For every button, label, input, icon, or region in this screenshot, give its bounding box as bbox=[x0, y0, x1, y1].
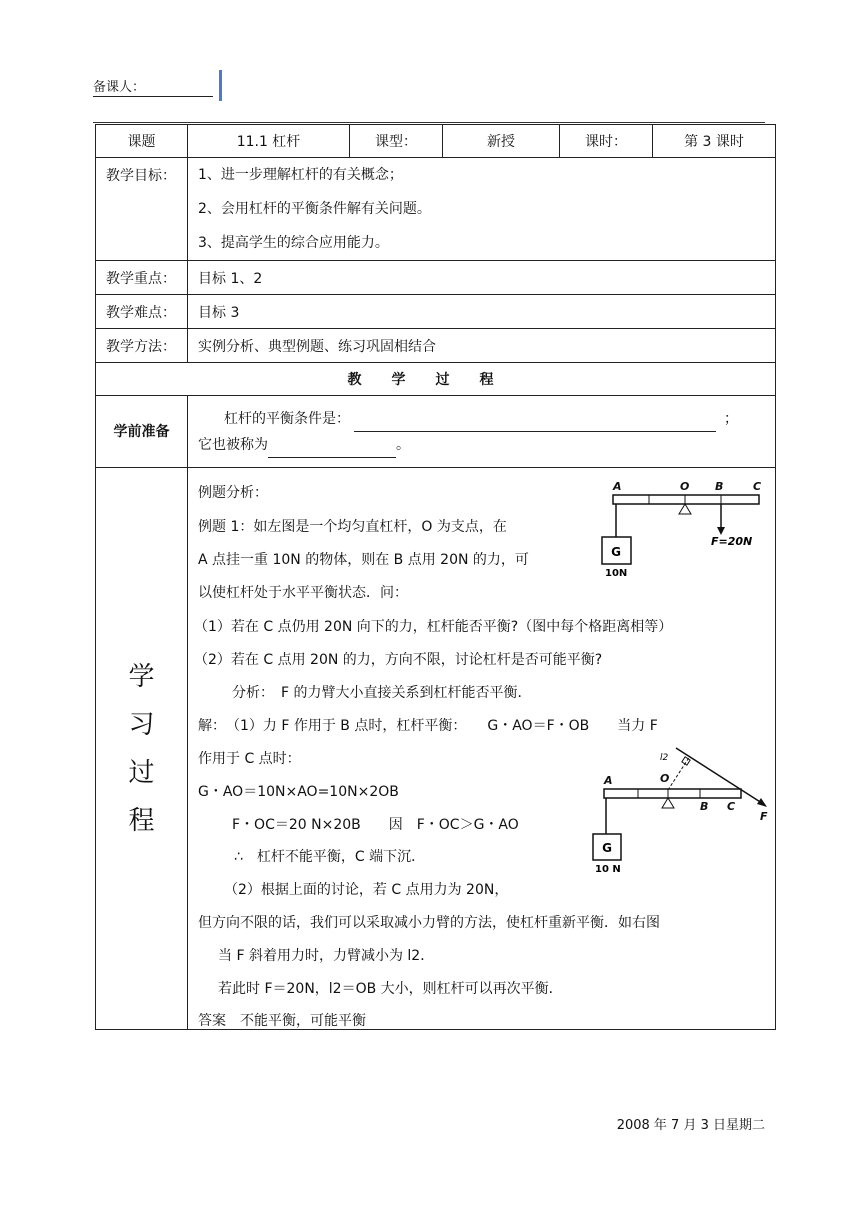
prep-line-2 bbox=[198, 432, 775, 458]
fig2-label-B: B bbox=[700, 800, 709, 813]
prep-line-2-suffix: 。 bbox=[396, 436, 410, 453]
fig2-lever-arm-dashed bbox=[668, 756, 690, 790]
fig1-force-arrow-icon bbox=[717, 527, 725, 535]
difficult-value: 目标 3 bbox=[188, 295, 776, 329]
learning-line: F・OC＝20 N×20B 因 F・OC＞G・AO bbox=[232, 817, 519, 833]
period-value: 第 3 课时 bbox=[653, 125, 776, 158]
prep-label bbox=[96, 396, 188, 468]
prep-content bbox=[188, 396, 776, 468]
period-label: 课时： bbox=[560, 125, 653, 158]
goals-label: 教学目标： bbox=[96, 158, 188, 261]
learning-line: （2）根据上面的讨论，若 C 点用力为 20N， bbox=[224, 882, 509, 898]
difficult-row bbox=[96, 295, 776, 329]
course-row bbox=[96, 125, 776, 158]
fig1-label-O: O bbox=[680, 480, 690, 493]
type-label: 课型： bbox=[350, 125, 443, 158]
fig1-force-label: F=20N bbox=[711, 535, 753, 548]
learning-line: （2）若在 C 点用 20N 的力，方向不限，讨论杠杆是否可能平衡? bbox=[194, 652, 603, 668]
fig2-label-O: O bbox=[660, 772, 670, 785]
goal-item: 3、提高学生的综合应用能力。 bbox=[198, 235, 389, 251]
difficult-label: 教学难点： bbox=[96, 295, 188, 329]
key-value: 目标 1、2 bbox=[188, 261, 776, 295]
learning-line: 作用于 C 点时： bbox=[198, 751, 301, 767]
learning-line: 例题分析： bbox=[198, 485, 268, 501]
lever-figure-2 bbox=[580, 738, 775, 878]
process-title: 教学过程 bbox=[96, 363, 776, 396]
cursor-bar bbox=[219, 70, 222, 101]
goals-list bbox=[188, 158, 776, 261]
process-title-row bbox=[96, 363, 776, 396]
prep-line-1-suffix: ； bbox=[724, 410, 738, 427]
method-value: 实例分析、典型例题、练习巩固相结合 bbox=[188, 329, 776, 363]
course-label: 课题 bbox=[96, 125, 188, 158]
prep-row bbox=[96, 396, 776, 468]
course-value: 11.1 杠杆 bbox=[188, 125, 350, 158]
prep-line-2-prefix: 它也被称为 bbox=[198, 436, 268, 453]
learning-label-text: 学习过程 bbox=[128, 661, 155, 836]
lever-figure-1 bbox=[595, 478, 770, 580]
fig1-label-B: B bbox=[715, 480, 724, 493]
learning-line: 以使杠杆处于水平平衡状态．问： bbox=[198, 585, 408, 601]
type-value: 新授 bbox=[443, 125, 560, 158]
learning-line: 当 F 斜着用力时，力臂减小为 l2． bbox=[218, 948, 435, 964]
fig1-fulcrum bbox=[679, 504, 691, 514]
fig1-weight-label: G bbox=[611, 545, 621, 559]
fig2-label-C: C bbox=[727, 800, 736, 813]
fig1-weight-value: 10N bbox=[605, 568, 628, 579]
learning-line: 但方向不限的话，我们可以采取减小力臂的方法，使杠杆重新平衡．如右图 bbox=[198, 915, 660, 931]
method-label: 教学方法： bbox=[96, 329, 188, 363]
learning-line: 答案 不能平衡，可能平衡 bbox=[198, 1013, 366, 1029]
preparer-label: 备课人： bbox=[93, 80, 146, 95]
fig2-label-A: A bbox=[604, 774, 613, 787]
key-row bbox=[96, 261, 776, 295]
fig2-weight-value: 10 N bbox=[595, 864, 621, 875]
method-row bbox=[96, 329, 776, 363]
learning-line: （1）若在 C 点仍用 20N 向下的力，杠杆能否平衡?（图中每个格距离相等） bbox=[194, 619, 673, 635]
fig2-label-F: F bbox=[760, 810, 768, 823]
fig2-fulcrum bbox=[662, 798, 674, 808]
preparer-underline bbox=[93, 96, 213, 97]
learning-line: G・AO＝10N×AO=10N×2OB bbox=[198, 784, 399, 800]
prep-line-1-prefix: 杠杆的平衡条件是： bbox=[224, 410, 350, 427]
learning-line: ∴ 杠杆不能平衡，C 端下沉． bbox=[234, 849, 426, 865]
fig2-weight-label: G bbox=[602, 841, 612, 855]
learning-label bbox=[96, 468, 188, 1030]
goal-item: 2、会用杠杆的平衡条件解有关问题。 bbox=[198, 201, 431, 217]
learning-line: 分析： F 的力臂大小直接关系到杠杆能否平衡． bbox=[232, 685, 532, 701]
prep-blank-2 bbox=[268, 441, 396, 458]
fig1-label-A: A bbox=[613, 480, 622, 493]
key-label: 教学重点： bbox=[96, 261, 188, 295]
fig1-label-C: C bbox=[753, 480, 762, 493]
fig1-lever-bar bbox=[613, 495, 759, 504]
learning-line: 解： （1）力 F 作用于 B 点时，杠杆平衡： G・AO＝F・OB 当力 F bbox=[198, 718, 658, 734]
learning-line: A 点挂一重 10N 的物体，则在 B 点用 20N 的力，可 bbox=[198, 552, 529, 568]
prep-blank-1 bbox=[354, 415, 716, 432]
learning-line: 例题 1：如左图是一个均匀直杠杆，O 为支点，在 bbox=[198, 519, 507, 535]
footer-date: 2008 年 7 月 3 日星期二 bbox=[616, 1118, 765, 1133]
goal-item: 1、进一步理解杠杆的有关概念； bbox=[198, 167, 403, 183]
fig2-label-l2: l2 bbox=[660, 753, 669, 763]
prep-line-1 bbox=[198, 406, 775, 432]
prep-label-text: 学前准备 bbox=[113, 423, 170, 440]
header-rule bbox=[93, 122, 765, 123]
fig2-right-angle bbox=[682, 757, 690, 765]
fig2-force-arrow-icon bbox=[757, 798, 767, 807]
fig2-lever-bar bbox=[604, 789, 741, 798]
goals-row bbox=[96, 158, 776, 261]
learning-line: 若此时 F＝20N，l2＝OB 大小，则杠杆可以再次平衡． bbox=[218, 981, 563, 997]
